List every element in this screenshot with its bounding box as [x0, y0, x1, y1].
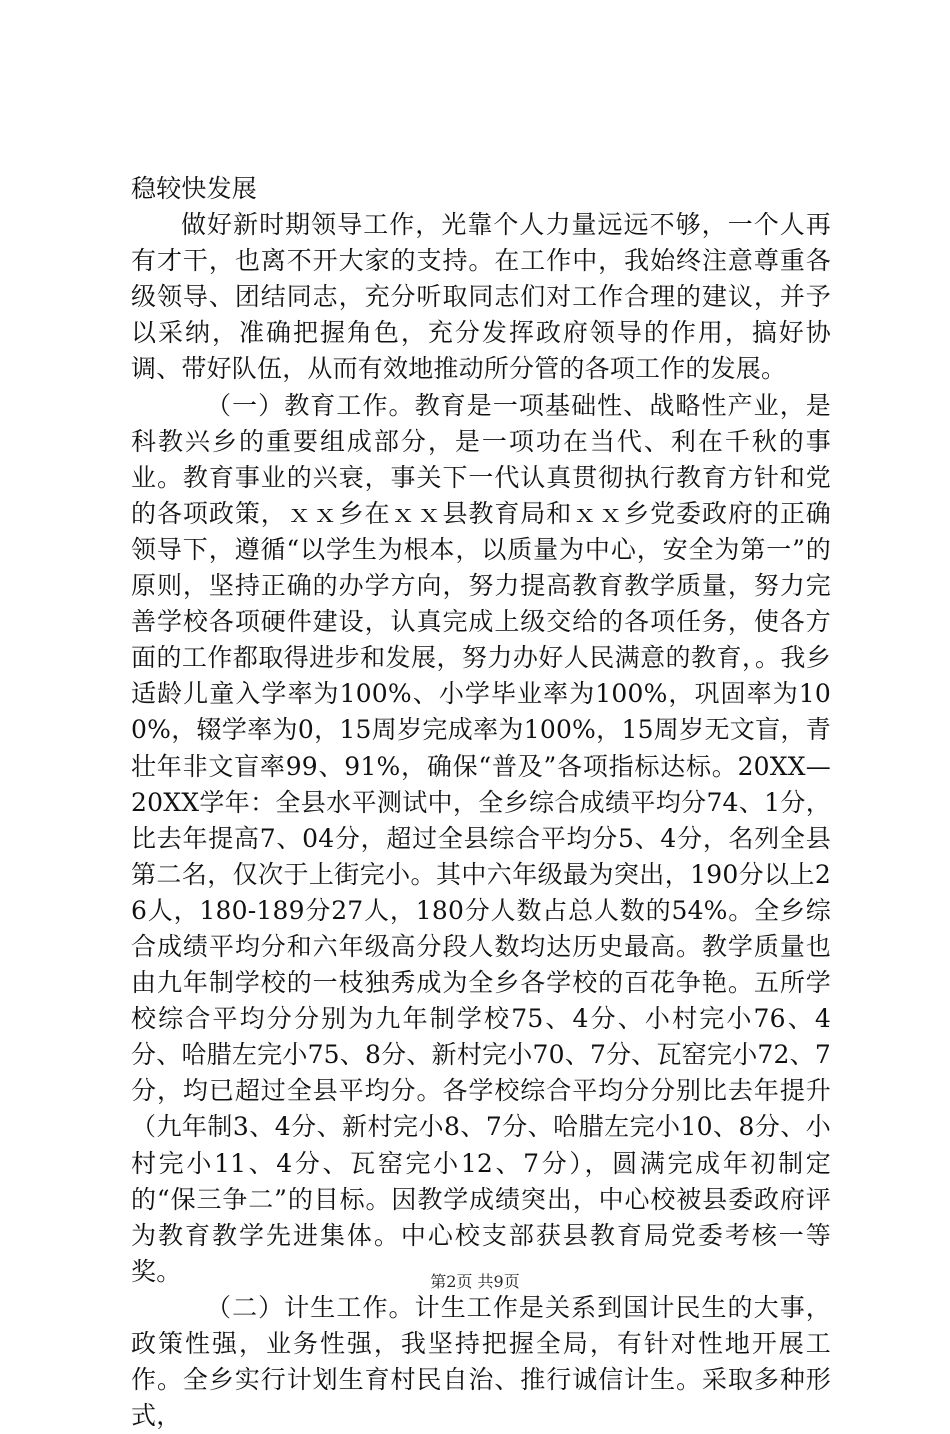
paragraph-family-planning: （二）计生工作。计生工作是关系到国计民生的大事，政策性强，业务性强，我坚持把握全局，有针对性地开展工作。全乡实行计划生育村民自治、推行诚信计生。采取多种形式，: [131, 1292, 831, 1431]
paragraph-education: （一）教育工作。教育是一项基础性、战略性产业，是科教兴乡的重要组成部分，是一项功在当代、利在千秋的事业。教育事业的兴衰，事关下一代认真贯彻执行教育方针和党的各项政策，ｘｘ乡在ｘｘ县教育局和ｘｘ乡党委政府的正确领导下，遵循“以学生为根本，以质量为中心，安全为第一”的原则，坚持正确的办学方向，努力提高教育教学质量，努力完善学校各项硬件建设，认真完成上级交给的各项任务，使各方面的工作都取得进步和发展，努力办好人民满意的教育，。我乡适龄儿童入学率为100%、小学毕业率为100%，巩固率为100%，辍学率为0，15周岁完成率为100%，15周岁无文盲，青壮年非文盲率99、91%，确保“普及”各项指标达标。20XX—20XX学年：全县水平测试中，全乡综合成绩平均分74、1分，比去年提高7、04分，超过全县综合平均分5、4分，名列全县第二名，仅次于上街完小。其中六年级最为突出，190分以上26人，180-189分27人，180分人数占总人数的54%。全乡综合成绩平均分和六年级高分段人数均达历史最高。教学质量也由九年制学校的一枝独秀成为全乡各学校的百花争艳。五所学校综合平均分分别为九年制学校75、4分、小村完小76、4分、哈腊左完小75、8分、新村完小70、7分、瓦窑完小72、7分，均已超过全县平均分。各学校综合平均分分别比去年提升（九年制3、4分、新村完小8、7分、哈腊左完小10、8分、小村完小11、4分、瓦窑完小12、7分），圆满完成年初制定的“保三争二”的目标。因教学成绩突出，中心校被县委政府评为教育教学先进集体。中心校支部获县教育局党委考核一等奖。: [131, 390, 831, 1286]
document-body: [131, 171, 831, 1434]
paragraph-leadership: 做好新时期领导工作，光靠个人力量远远不够，一个人再有才干，也离不开大家的支持。在工作中，我始终注意尊重各级领导、团结同志，充分听取同志们对工作合理的建议，并予以采纳，准确把握角色，充分发挥政府领导的作用，搞好协调、带好队伍，从而有效地推动所分管的各项工作的发展。: [131, 210, 831, 384]
paragraph-continuation: 稳较快发展: [131, 174, 258, 203]
page-number: 第2页 共9页: [430, 1272, 520, 1291]
